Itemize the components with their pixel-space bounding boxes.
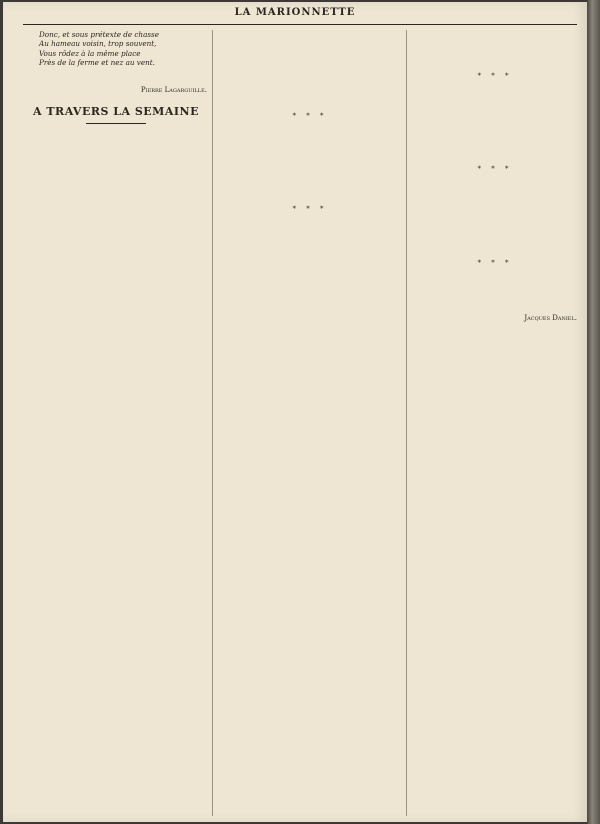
masthead-rule bbox=[23, 24, 577, 25]
article-paragraph bbox=[25, 130, 207, 170]
section-divider: * * * bbox=[477, 165, 513, 174]
verse-line: Près de la ferme et nez au vent. bbox=[39, 58, 155, 68]
section-divider: * * * bbox=[292, 205, 328, 214]
article-paragraph bbox=[413, 217, 577, 257]
poem bbox=[25, 30, 207, 68]
article-paragraph bbox=[219, 257, 401, 297]
verse-line: Donc, et sous prétexte de chasse bbox=[39, 30, 159, 39]
article-paragraph bbox=[413, 30, 577, 70]
column-divider bbox=[406, 30, 407, 816]
verse-line: Vous rôdez à la même place bbox=[39, 48, 141, 58]
title-rule bbox=[86, 123, 146, 126]
article-paragraph bbox=[413, 177, 577, 217]
book-binding-edge bbox=[587, 0, 600, 824]
article-paragraph bbox=[25, 250, 207, 290]
verse-line: Au hameau voisin, trop souvent, bbox=[39, 39, 157, 49]
section-title: A TRAVERS LA SEMAINE bbox=[33, 105, 199, 119]
article-paragraph bbox=[219, 30, 401, 70]
article-paragraph bbox=[413, 83, 577, 123]
article-paragraph bbox=[413, 270, 577, 310]
section-divider: * * * bbox=[477, 258, 513, 267]
article-paragraph bbox=[219, 123, 401, 163]
article-paragraph bbox=[219, 163, 401, 203]
article-paragraph bbox=[219, 70, 401, 110]
article-paragraph bbox=[413, 123, 577, 163]
section-divider: * * * bbox=[477, 72, 513, 80]
article-paragraph bbox=[219, 217, 401, 257]
article-paragraph bbox=[25, 290, 207, 330]
column-divider bbox=[212, 30, 213, 816]
section-divider: * * * bbox=[292, 112, 328, 120]
article-signature: Jacques Daniel. bbox=[524, 314, 577, 323]
article-paragraph bbox=[25, 210, 207, 250]
column-1 bbox=[25, 30, 207, 816]
newspaper-page bbox=[3, 2, 587, 822]
masthead: LA MARIONNETTE bbox=[234, 7, 356, 18]
column-2 bbox=[219, 30, 401, 816]
poem-signature: Pierre Lagarguille. bbox=[140, 85, 207, 94]
article-paragraph bbox=[25, 170, 207, 210]
column-3 bbox=[413, 30, 577, 816]
